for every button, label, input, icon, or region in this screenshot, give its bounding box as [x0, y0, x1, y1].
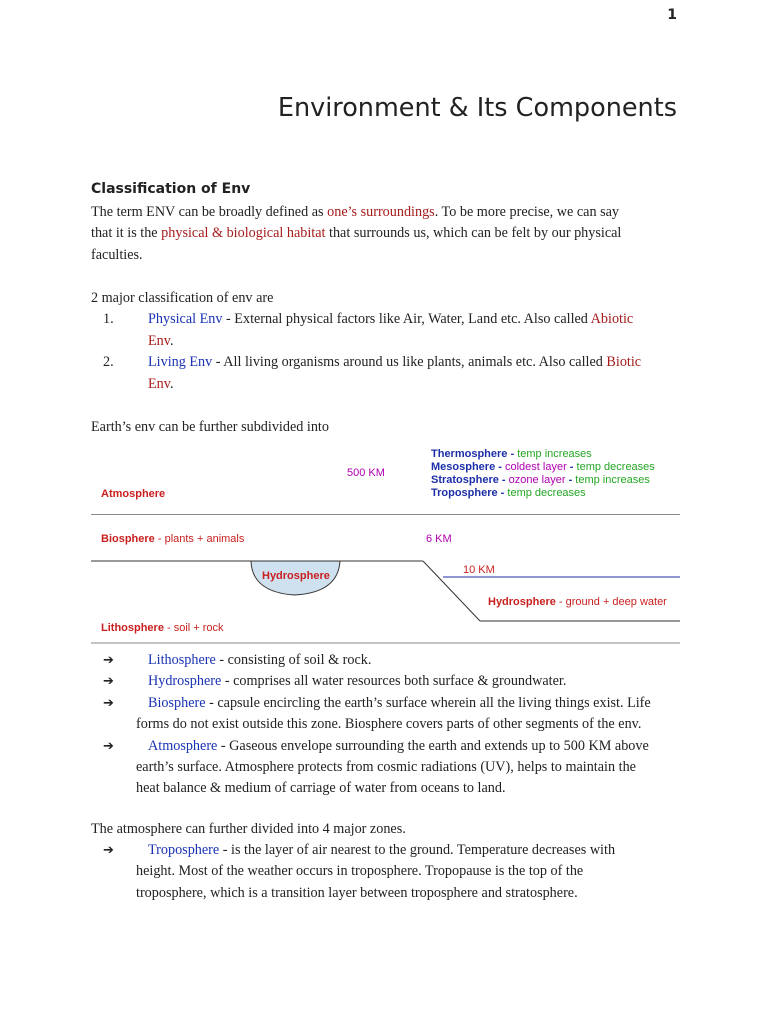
- tag-biotic: Biotic: [606, 354, 642, 371]
- arrow-icon: ➔: [103, 695, 114, 711]
- layer-sep: -: [565, 474, 576, 486]
- intro-line-2: [91, 223, 691, 244]
- earth-spheres-diagram: [0, 440, 768, 650]
- layer-desc: temp increases: [575, 474, 650, 486]
- list-end: .: [169, 375, 174, 392]
- biosphere-desc: - plants + animals: [154, 533, 245, 545]
- classification-block: [91, 288, 691, 395]
- term-hydrosphere: Hydrosphere: [148, 673, 222, 690]
- terrain-svg: [0, 440, 768, 650]
- layer-desc: temp increases: [517, 448, 592, 460]
- list-item: [103, 693, 703, 736]
- list-item: [103, 840, 703, 904]
- hydrosphere-term: Hydrosphere: [488, 596, 556, 608]
- list-text: forms do not exist outside this zone. Biosphere covers parts of other segments of the env.: [136, 716, 642, 733]
- layer-sep: -: [498, 474, 509, 486]
- list-item: [103, 650, 703, 671]
- km-10-label: 10 KM: [463, 564, 495, 576]
- list-text: - External physical factors like Air, Water, Land etc. Also called: [222, 311, 591, 328]
- arrow-icon: ➔: [103, 653, 114, 668]
- layer-sep: -: [566, 461, 577, 473]
- term-atmosphere: Atmosphere: [148, 737, 218, 754]
- layer-mid: ozone layer: [508, 474, 566, 486]
- spheres-list: [103, 650, 703, 800]
- atmosphere-label: Atmosphere: [101, 488, 166, 500]
- layer-desc: temp decreases: [576, 461, 655, 473]
- lithosphere-desc: - soil + rock: [163, 622, 224, 634]
- biosphere-term: Biosphere: [101, 533, 155, 545]
- highlight-habitat: physical & biological habitat: [161, 225, 326, 242]
- intro-line-1: [91, 202, 691, 223]
- tag-env: Env: [148, 375, 170, 392]
- list-number: 2.: [103, 354, 114, 371]
- km-6-label: 6 KM: [426, 533, 452, 545]
- lithosphere-term: Lithosphere: [101, 622, 164, 634]
- layer-sep: -: [495, 461, 505, 473]
- list-number: 1.: [103, 311, 114, 328]
- tag-abiotic: Abiotic: [590, 311, 634, 328]
- list-text: - All living organisms around us like plants, animals etc. Also called: [212, 354, 607, 371]
- arrow-icon: ➔: [103, 843, 114, 858]
- term-physical-env: Physical Env: [148, 311, 223, 328]
- list-text: - consisting of soil & rock.: [215, 652, 372, 668]
- layer-name: Stratosphere: [431, 474, 499, 486]
- list-text: - capsule encircling the earth’s surface wherein all the living things exist. Life: [205, 694, 651, 711]
- list-item: [103, 671, 703, 692]
- layer-desc: temp decreases: [507, 487, 586, 499]
- intro-paragraph: [91, 202, 691, 266]
- list-text: heat balance & medium of carriage of water from oceans to land.: [136, 780, 506, 797]
- list-end: .: [169, 332, 174, 349]
- hydrosphere-label: [488, 596, 667, 609]
- tag-env: Env: [148, 332, 170, 349]
- layer-mid: coldest layer: [504, 461, 567, 473]
- layer-name: Troposphere: [431, 487, 498, 499]
- page-title: Environment & Its Components: [277, 93, 677, 123]
- layer-name: Mesosphere: [431, 461, 496, 473]
- term-lithosphere: Lithosphere: [148, 652, 216, 668]
- page-number: 1: [667, 7, 677, 23]
- layer-name: Thermosphere: [431, 448, 508, 460]
- arrow-icon: ➔: [103, 674, 114, 690]
- intro-text: The term ENV can be broadly defined as: [91, 204, 328, 220]
- term-biosphere: Biosphere: [148, 694, 206, 711]
- section-heading: Classification of Env: [91, 181, 251, 197]
- hydrosphere-bowl-label: Hydrosphere: [262, 570, 330, 582]
- list-text: - comprises all water resources both surface & groundwater.: [221, 673, 567, 690]
- layer-sep: -: [497, 487, 508, 499]
- km-500-label: 500 KM: [347, 467, 385, 479]
- list-text: troposphere, which is a transition layer between troposphere and stratosphere.: [136, 884, 578, 901]
- layer-sep: -: [507, 448, 518, 460]
- list-item: [91, 352, 691, 395]
- term-living-env: Living Env: [148, 354, 213, 371]
- list-text: height. Most of the weather occurs in troposphere. Tropopause is the top of the: [136, 863, 584, 880]
- hydrosphere-desc: - ground + deep water: [555, 596, 667, 608]
- lithosphere-label: [101, 622, 224, 635]
- intro-text: that surrounds us, which can be felt by our physical: [325, 225, 622, 242]
- subdivide-lead: Earth’s env can be further subdivided into: [91, 419, 329, 435]
- intro-text: that it is the: [91, 225, 162, 242]
- classification-lead: 2 major classification of env are: [91, 290, 274, 306]
- list-text: - Gaseous envelope surrounding the earth and extends up to 500 KM above: [217, 737, 649, 754]
- list-item: [103, 736, 703, 800]
- zones-lead: The atmosphere can further divided into 4 major zones.: [91, 821, 406, 837]
- list-text: earth’s surface. Atmosphere protects from cosmic radiations (UV), helps to maintain the: [136, 759, 636, 776]
- highlight-surroundings: one’s surroundings: [327, 204, 435, 220]
- arrow-icon: ➔: [103, 738, 114, 754]
- intro-text: . To be more precise, we can say: [434, 204, 620, 220]
- zones-list: [103, 840, 703, 904]
- list-item: [91, 309, 691, 352]
- term-troposphere: Troposphere: [148, 842, 220, 858]
- intro-line-3: faculties.: [91, 246, 143, 263]
- list-text: - is the layer of air nearest to the ground. Temperature decreases with: [219, 842, 616, 858]
